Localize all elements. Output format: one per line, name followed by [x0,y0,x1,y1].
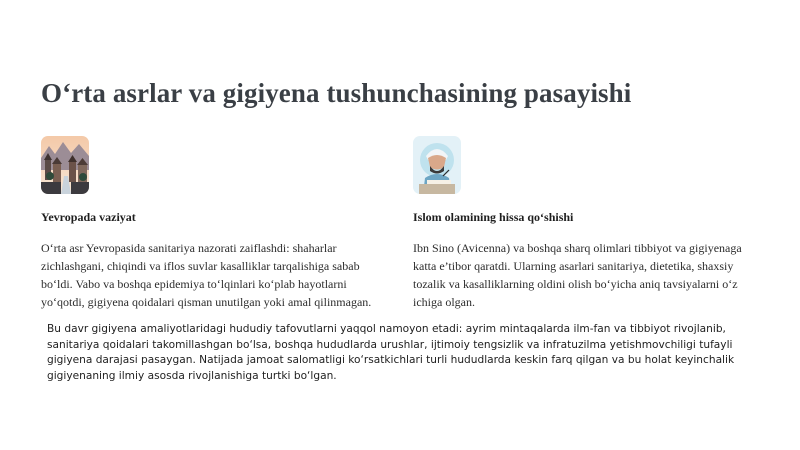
europe-body: O‘rta asr Yevropasida sanitariya nazorati zaiflashdi: shaharlar zichlashgani, chiqindi va iflos suvlar kasalliklar tarqalishiga sabab bo‘ldi. Vabo va boshqa epidemiya to‘lqinlari ko‘plab hayotlarni yo‘qotdi, gigiyena qoidalari qisman unutilgan yoki amal qilinmagan. [41,241,372,309]
islamic-world-body: Ibn Sino (Avicenna) va boshqa sharq olimlari tibbiyot va gigiyenaga katta e’tibor qaratdi. Ularning asarlari sanitariya, dietetika, shaxsiy tozalik va kasalliklarning oldini olish bo‘yicha aniq tavsiyalarni o‘z ichiga olgan. [413,241,742,309]
europe-heading: Yevropada vaziyat [41,210,136,224]
medieval-town-image [41,136,89,194]
scholar-writing-image [413,136,461,194]
column-islamic-world [413,136,763,311]
islamic-world-heading: Islom olamining hissa qo‘shishi [413,210,574,224]
summary-paragraph: Bu davr gigiyena amaliyotlaridagi hududiy tafovutlarni yaqqol namoyon etadi: ayrim mintaqalarda ilm-fan va tibbiyot rivojlanib, sanitariya qoidalari takomillashgan bo‘lsa, boshqa hududlarda urushlar, ijtimoiy tengsizlik va infratuzilma yetishmovchiligi tufayli gigiyena darajasi pasaygan. Natijada jamoat salomatligi ko‘rsatkichlari turli hududlarda keskin farq qilgan va bu holat keyinchalik gigiyenaning ilmiy asosda rivojlanishiga turtki bo‘lgan. [47,323,735,382]
column-europe [41,136,391,311]
slide-title: O‘rta asrlar va gigiyena tushunchasining pasayishi [41,78,632,108]
